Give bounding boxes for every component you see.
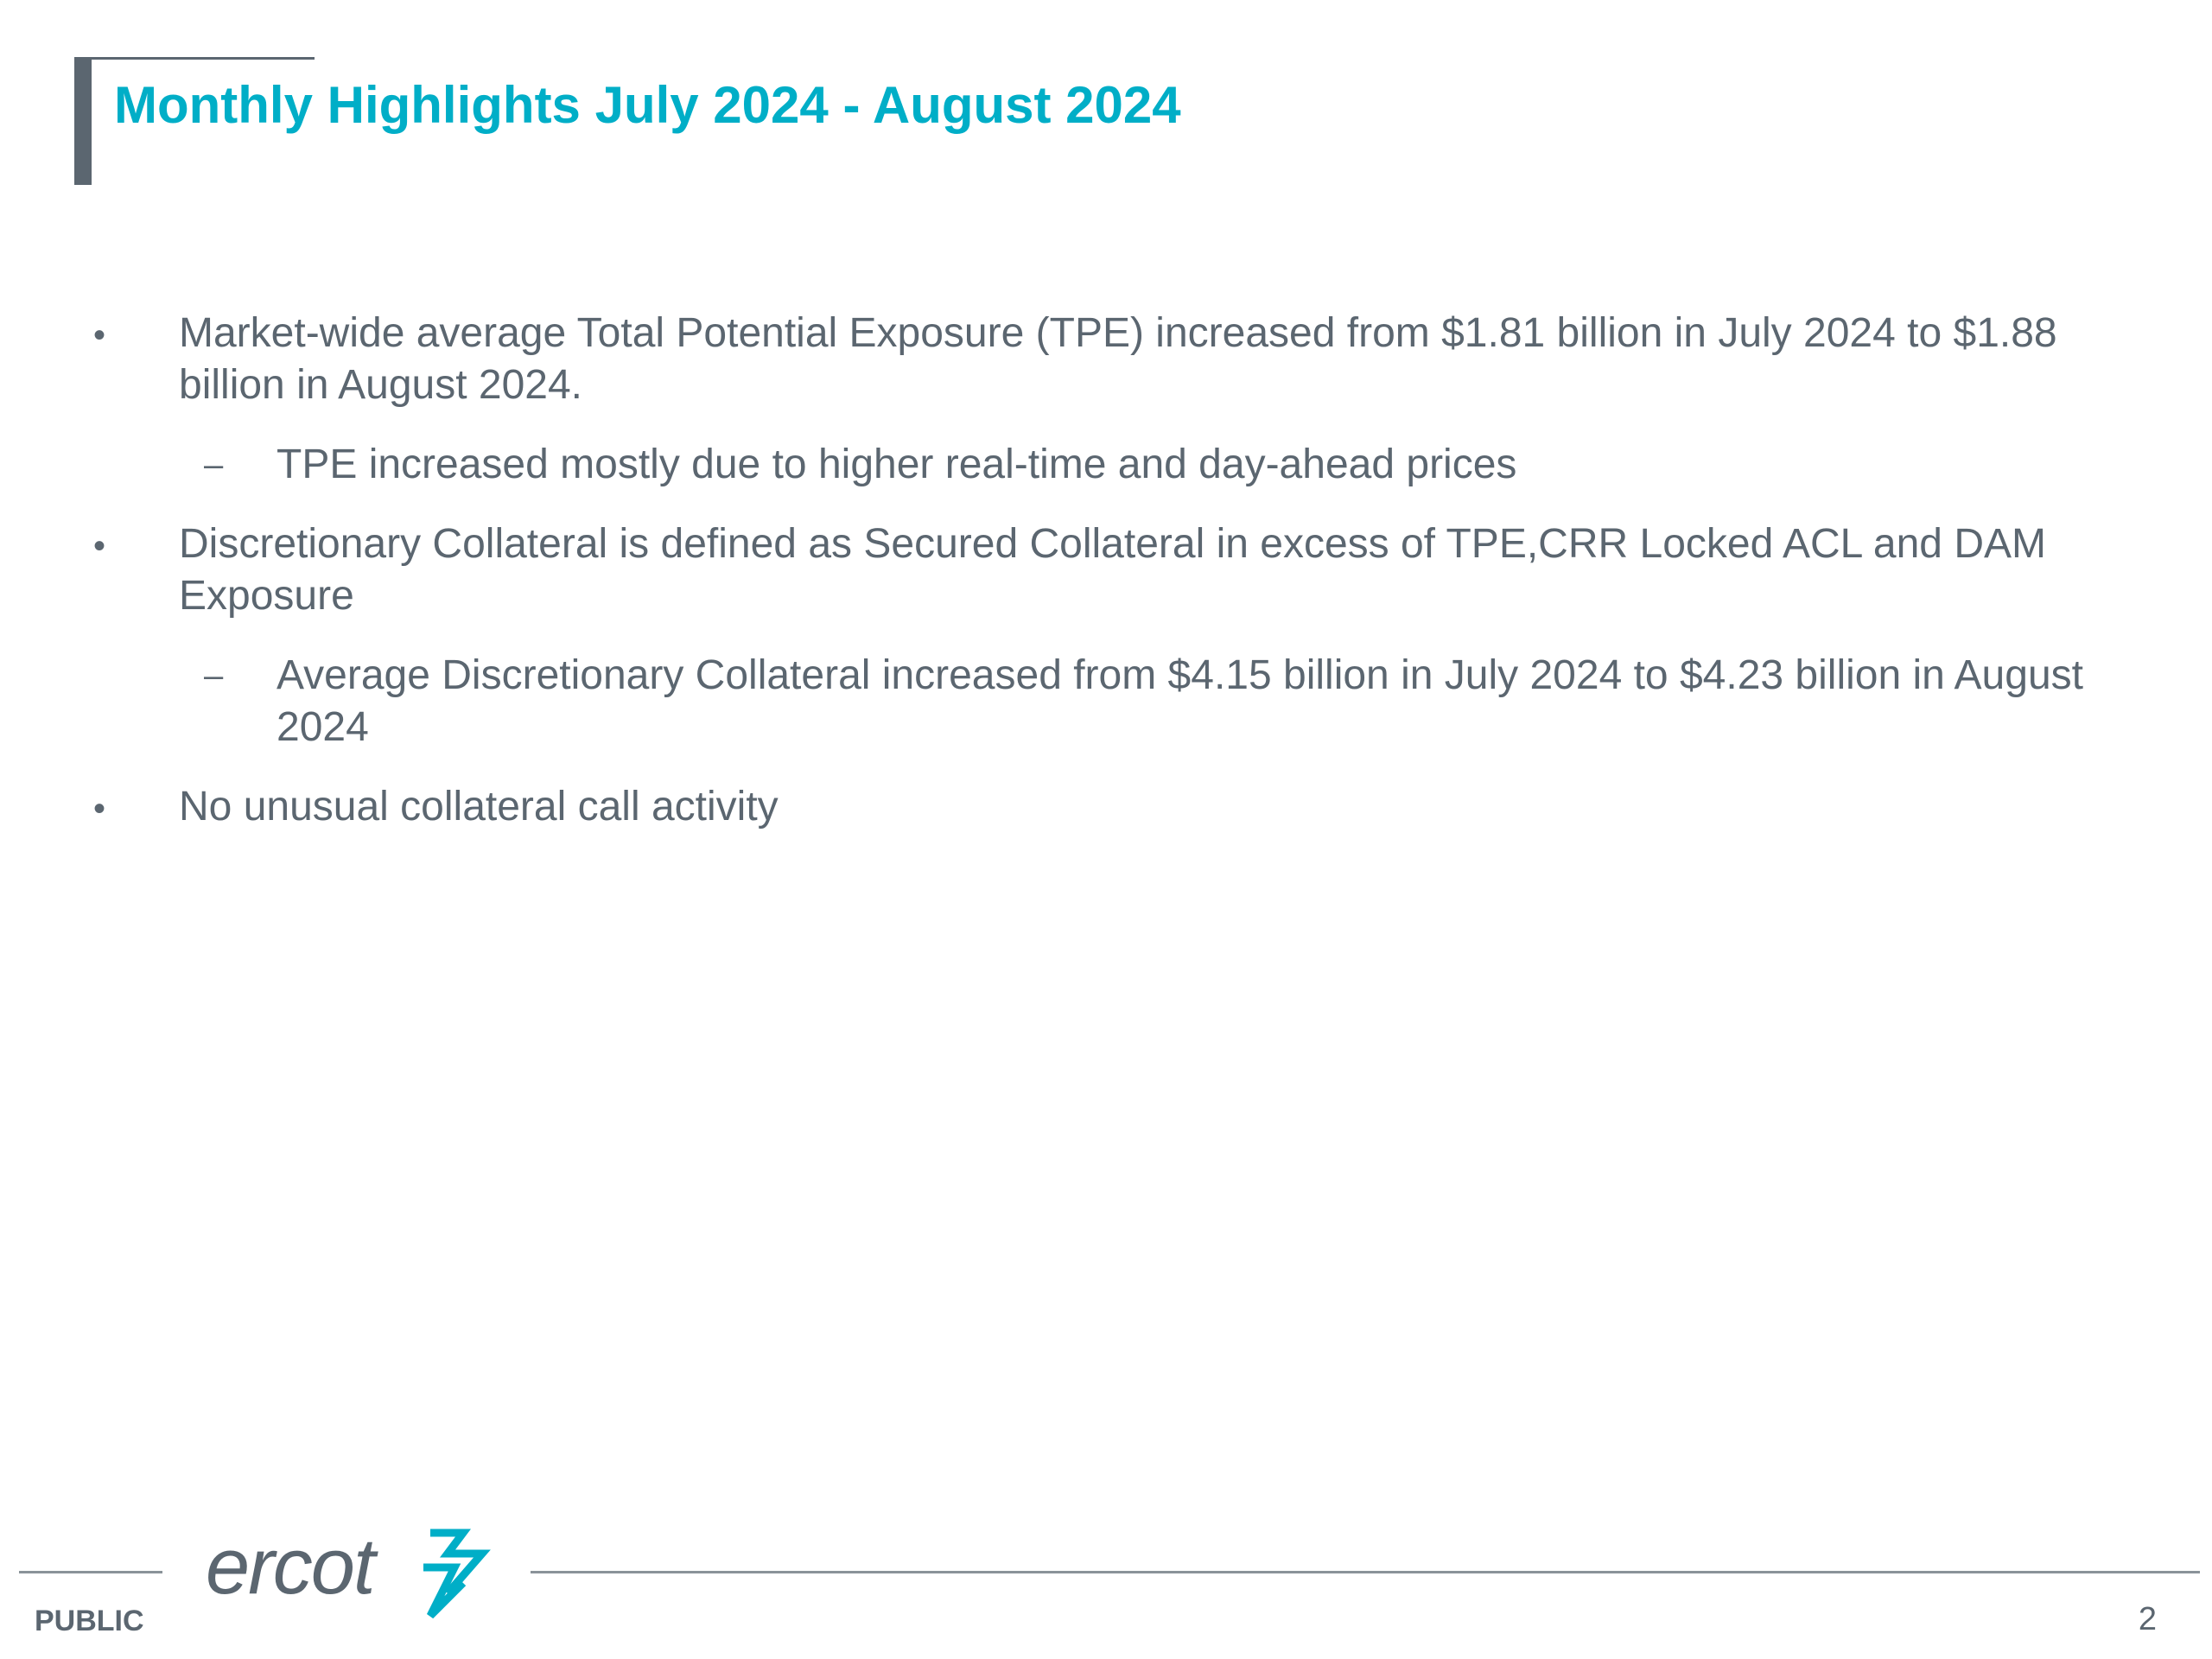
sub-bullet-item	[0, 439, 2160, 491]
sub-bullet-marker: –	[204, 657, 224, 695]
footer-rule-right	[531, 1571, 2200, 1573]
bullet-marker: •	[93, 527, 106, 565]
bullet-item	[0, 781, 2160, 833]
bullet-marker: •	[93, 790, 106, 828]
slide-title: Monthly Highlights July 2024 - August 2024	[114, 76, 1181, 134]
title-accent-bar	[74, 57, 92, 185]
bullet-text: No unusual collateral call activity	[179, 784, 779, 830]
classification-label: PUBLIC	[35, 1605, 144, 1637]
page-number: 2	[2138, 1601, 2157, 1637]
bullet-text: Market-wide average Total Potential Exposure (TPE) increased from $1.81 billion in July 2024 to $1.88 billion in August 2024.	[179, 310, 2057, 408]
sub-bullet-marker: –	[204, 446, 224, 484]
logo-wordmark: ercot	[206, 1522, 374, 1611]
lightning-bolt-icon	[423, 1533, 482, 1616]
ercot-logo	[204, 1514, 498, 1626]
footer-rule-left	[19, 1571, 162, 1573]
title-rule	[74, 57, 315, 60]
sub-bullet-text: Average Discretionary Collateral increased from $4.15 billion in July 2024 to $4.23 billion in August 2024	[276, 652, 2083, 750]
bullet-marker: •	[93, 316, 106, 354]
sub-bullet-text: TPE increased mostly due to higher real-time and day-ahead prices	[276, 442, 1517, 487]
bullet-list	[0, 308, 2212, 833]
bullet-item	[0, 518, 2160, 622]
sub-bullet-item	[0, 650, 2160, 753]
bullet-text: Discretionary Collateral is defined as Secured Collateral in excess of TPE,CRR Locked ACL and DAM Exposure	[179, 521, 2046, 619]
bullet-item	[0, 308, 2160, 411]
